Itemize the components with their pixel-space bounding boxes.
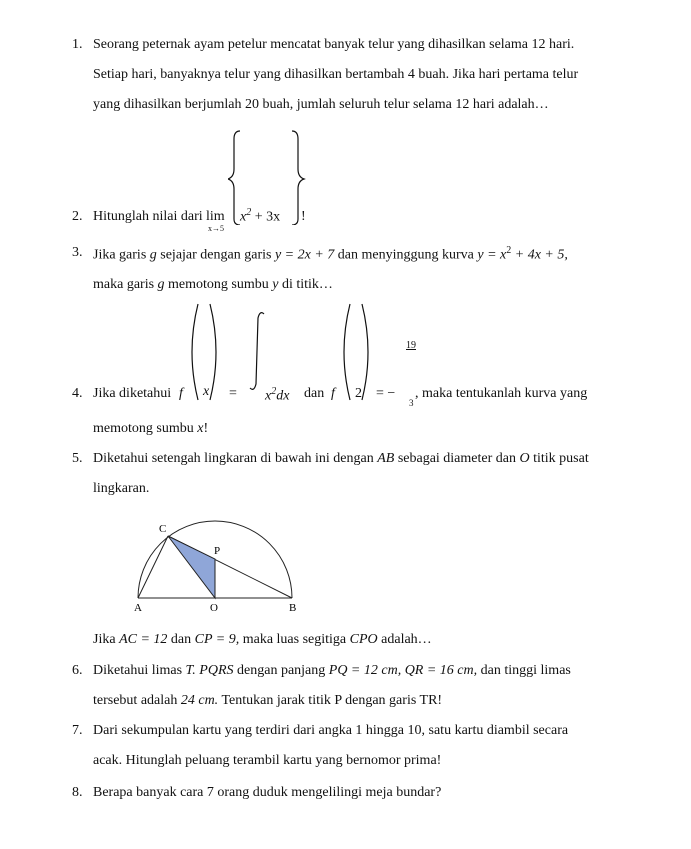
question-text-line: Jika garis g sejajar dengan garis y = 2x + 7 dan menyinggung kurva $y = x^2 + 4x + 5$, [93, 245, 568, 263]
question-text-line: memotong sumbu x! [93, 421, 209, 436]
equals-sign: = [229, 386, 237, 401]
question-number: 8. [72, 785, 83, 800]
question-text-line: Dari sekumpulan kartu yang terdiri dari angka 1 hingga 10, satu kartu diambil secara [93, 723, 569, 738]
question-text: , maka tentukanlah kurva yang [415, 386, 588, 401]
question-number: 1. [72, 37, 83, 52]
segment-ac [138, 536, 168, 598]
left-paren [344, 304, 350, 400]
question-number: 3. [72, 245, 83, 260]
question-text-line: Jika AC = 12 dan CP = 9, maka luas segitiga CPO adalah… [93, 632, 432, 647]
question-number: 2. [72, 209, 83, 224]
integral-sign [246, 310, 270, 392]
right-paren [210, 304, 216, 400]
question-text-line: yang dihasilkan berjumlah 20 buah, jumlah seluruh telur selama 12 hari adalah… [93, 97, 549, 112]
question-text-line: Berapa banyak cara 7 orang duduk mengelilingi meja bundar? [93, 785, 442, 800]
question-text-line: Diketahui limas T. PQRS dengan panjang PQ = 12 cm, QR = 16 cm, dan tinggi limas [93, 663, 571, 678]
fraction-denominator: 3 [409, 398, 414, 408]
label-p: P [214, 545, 221, 557]
label-c: C [159, 523, 167, 535]
question-number: 5. [72, 451, 83, 466]
left-paren [192, 304, 198, 400]
question-number: 4. [72, 386, 83, 401]
left-brace [228, 131, 240, 225]
equals-minus: = − [376, 386, 396, 401]
function-f: f [179, 386, 183, 401]
limit-symbol: lim [206, 209, 225, 224]
right-paren [362, 304, 368, 400]
integrand: $x^2dx$ [265, 386, 290, 404]
exclamation: ! [301, 209, 306, 224]
variable-x: x [203, 384, 210, 399]
function-f: f [331, 386, 335, 401]
label-o: O [210, 602, 218, 614]
question-text-line: maka garis g memotong sumbu y di titik… [93, 277, 333, 292]
question-text-line: tersebut adalah 24 cm. Tentukan jarak titik P dengan garis TR! [93, 693, 443, 708]
conjunction: dan [304, 386, 325, 401]
question-text: Jika diketahui [93, 386, 172, 401]
semicircle-diagram [125, 515, 305, 615]
triangle-cpo [168, 536, 215, 598]
question-text-line: Diketahui setengah lingkaran di bawah ini dengan AB sebagai diameter dan O titik pusat [93, 451, 589, 466]
fraction-numerator: 19 [406, 340, 416, 351]
limit-subscript: x→5 [208, 224, 224, 233]
math-expression: $x^2 + 3x$ [240, 207, 281, 225]
question-text-line: Seorang peternak ayam petelur mencatat banyak telur yang dihasilkan selama 12 hari. [93, 37, 575, 52]
question-number: 6. [72, 663, 83, 678]
label-a: A [134, 602, 142, 614]
label-b: B [289, 602, 297, 614]
question-text-line: Setiap hari, banyaknya telur yang dihasilkan bertambah 4 buah. Jika hari pertama telur [93, 67, 579, 82]
integral-path [250, 313, 264, 390]
question-text: Hitunglah nilai dari [93, 209, 203, 224]
question-number: 7. [72, 723, 83, 738]
question-text-line: acak. Hitunglah peluang terambil kartu yang bernomor prima! [93, 753, 442, 768]
argument-two: 2 [355, 386, 362, 401]
question-text-line: lingkaran. [93, 481, 150, 496]
